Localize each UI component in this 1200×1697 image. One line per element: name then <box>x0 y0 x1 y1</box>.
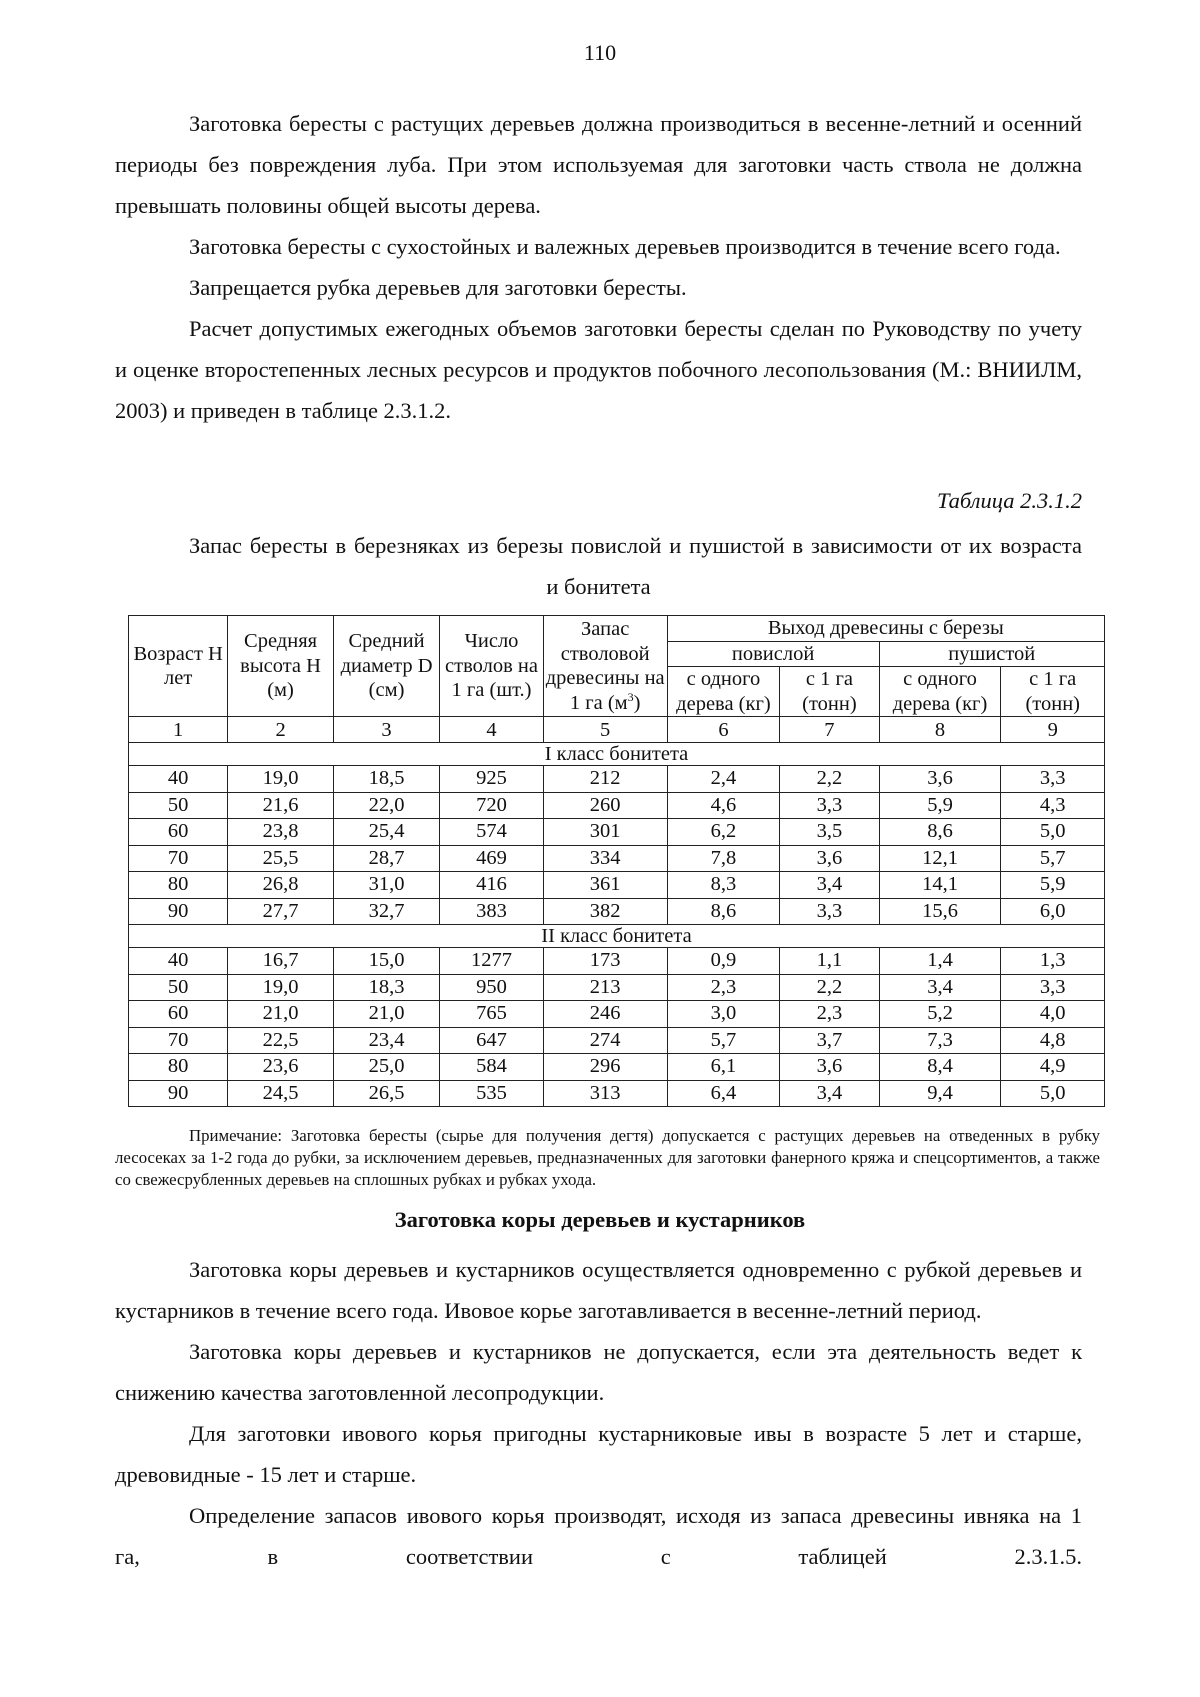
table-cell: 4,3 <box>1001 792 1105 819</box>
header-stock: Запас стволовой древесины на 1 га $(м^3)$ <box>543 616 667 717</box>
table-cell: 334 <box>543 845 667 872</box>
table-cell: 15,0 <box>333 948 440 975</box>
table-row <box>129 1054 1105 1081</box>
table-cell: 5,9 <box>879 792 1001 819</box>
table-cell: 383 <box>440 898 543 925</box>
table-row <box>129 1001 1105 1028</box>
table-cell: 5,0 <box>1001 1080 1105 1107</box>
paragraph: Заготовка коры деревьев и кустарников осуществляется одновременно с рубкой деревьев и кустарников в течение всего года. Ивовое корье заготавливается в весенне-летний период. <box>115 1257 1082 1323</box>
table-cell: 3,6 <box>879 766 1001 793</box>
bark-text <box>115 1249 1082 1536</box>
table-cell: 5,7 <box>667 1027 780 1054</box>
table-cell: 15,6 <box>879 898 1001 925</box>
table-cell: 50 <box>129 792 228 819</box>
table-cell: 3,3 <box>1001 974 1105 1001</box>
table-cell: 25,5 <box>228 845 333 872</box>
table-cell: 50 <box>129 974 228 1001</box>
table-cell: 80 <box>129 1054 228 1081</box>
table-cell: 40 <box>129 766 228 793</box>
table-cell: 16,7 <box>228 948 333 975</box>
table-cell: 7,8 <box>667 845 780 872</box>
table-cell: 26,8 <box>228 872 333 899</box>
table-cell: 23,6 <box>228 1054 333 1081</box>
table-cell: 25,4 <box>333 819 440 846</box>
table-cell: 3,4 <box>780 1080 879 1107</box>
table-cell: 382 <box>543 898 667 925</box>
column-number: 4 <box>440 717 543 743</box>
header-pushistaya: пушистой <box>879 641 1104 667</box>
table-cell: 8,6 <box>879 819 1001 846</box>
birch-bark-table <box>128 615 1105 1107</box>
table-cell: 90 <box>129 898 228 925</box>
table-cell: 23,4 <box>333 1027 440 1054</box>
table-cell: 469 <box>440 845 543 872</box>
word: в <box>267 1544 279 1569</box>
table-cell: 31,0 <box>333 872 440 899</box>
table-cell: 3,5 <box>780 819 879 846</box>
table-cell: 584 <box>440 1054 543 1081</box>
column-number: 9 <box>1001 717 1105 743</box>
table-cell: 25,0 <box>333 1054 440 1081</box>
word: га, <box>115 1544 140 1569</box>
table-cell: 574 <box>440 819 543 846</box>
site-class-label: II класс бонитета <box>129 925 1105 948</box>
table-cell: 2,3 <box>667 974 780 1001</box>
column-number: 3 <box>333 717 440 743</box>
table-cell: 3,6 <box>780 845 879 872</box>
table-row <box>129 819 1105 846</box>
table-cell: 246 <box>543 1001 667 1028</box>
paragraph: Заготовка коры деревьев и кустарников не допускается, если эта деятельность ведет к снижению качества заготовленной лесопродукции. <box>115 1339 1082 1405</box>
table-caption: Таблица 2.3.1.2 <box>936 488 1082 513</box>
table-cell: 27,7 <box>228 898 333 925</box>
column-number: 6 <box>667 717 780 743</box>
table-cell: 2,4 <box>667 766 780 793</box>
table-cell: 212 <box>543 766 667 793</box>
table-cell: 24,5 <box>228 1080 333 1107</box>
table-cell: 720 <box>440 792 543 819</box>
header-per-tree: с одного дерева (кг) <box>879 667 1001 717</box>
table-cell: 90 <box>129 1080 228 1107</box>
header-yield: Выход древесины с березы <box>667 616 1104 642</box>
table-cell: 6,1 <box>667 1054 780 1081</box>
table-cell: 1,3 <box>1001 948 1105 975</box>
table-cell: 3,3 <box>1001 766 1105 793</box>
table-cell: 3,0 <box>667 1001 780 1028</box>
table-cell: 4,0 <box>1001 1001 1105 1028</box>
table-cell: 1,4 <box>879 948 1001 975</box>
header-per-tree: с одного дерева (кг) <box>667 667 780 717</box>
table-cell: 21,6 <box>228 792 333 819</box>
table-cell: 80 <box>129 872 228 899</box>
table-cell: 173 <box>543 948 667 975</box>
table-cell: 765 <box>440 1001 543 1028</box>
table-cell: 60 <box>129 819 228 846</box>
table-cell: 26,5 <box>333 1080 440 1107</box>
table-cell: 3,3 <box>780 898 879 925</box>
site-class-label: I класс бонитета <box>129 743 1105 766</box>
table-cell: 18,5 <box>333 766 440 793</box>
table-cell: 23,8 <box>228 819 333 846</box>
table-cell: 6,0 <box>1001 898 1105 925</box>
table-cell: 274 <box>543 1027 667 1054</box>
table-cell: 3,3 <box>780 792 879 819</box>
table-cell: 9,4 <box>879 1080 1001 1107</box>
table-cell: 5,7 <box>1001 845 1105 872</box>
column-number: 1 <box>129 717 228 743</box>
table-cell: 925 <box>440 766 543 793</box>
table-cell: 416 <box>440 872 543 899</box>
paragraph: Для заготовки ивового корья пригодны кустарниковые ивы в возрасте 5 лет и старше, древовидные - 15 лет и старше. <box>115 1421 1082 1487</box>
header-height: Средняя высота Н (м) <box>228 616 333 717</box>
table-title <box>115 525 1082 607</box>
table-cell: 1277 <box>440 948 543 975</box>
table-cell: 70 <box>129 1027 228 1054</box>
table-cell: 14,1 <box>879 872 1001 899</box>
table-cell: 6,4 <box>667 1080 780 1107</box>
table-row <box>129 792 1105 819</box>
table-cell: 301 <box>543 819 667 846</box>
table-row <box>129 974 1105 1001</box>
table-cell: 5,0 <box>1001 819 1105 846</box>
table-cell: 2,2 <box>780 974 879 1001</box>
table-cell: 2,2 <box>780 766 879 793</box>
header-diameter: Средний диаметр D (см) <box>333 616 440 717</box>
last-line <box>115 1536 1082 1577</box>
word: с <box>660 1544 671 1569</box>
table-row <box>129 845 1105 872</box>
table-row <box>129 766 1105 793</box>
table-cell: 6,2 <box>667 819 780 846</box>
table-cell: 12,1 <box>879 845 1001 872</box>
table-cell: 647 <box>440 1027 543 1054</box>
paragraph: Заготовка бересты с сухостойных и валежных деревьев производится в течение всего года. <box>189 234 1061 259</box>
table-cell: 8,3 <box>667 872 780 899</box>
table-cell: 8,4 <box>879 1054 1001 1081</box>
table-cell: 22,0 <box>333 792 440 819</box>
header-per-ha: с 1 га (тонн) <box>780 667 879 717</box>
paragraph: Определение запасов ивового корья производят, исходя из запаса древесины ивняка на 1 <box>189 1503 1082 1528</box>
paragraph: Расчет допустимых ежегодных объемов заготовки бересты сделан по Руководству по учету и оценке второстепенных лесных ресурсов и продуктов побочного лесопользования (М.: ВНИИЛМ, 2003) и приведен в таблице 2.3.1.2. <box>115 316 1082 423</box>
table-cell: 3,6 <box>780 1054 879 1081</box>
table-cell: 60 <box>129 1001 228 1028</box>
table-cell: 260 <box>543 792 667 819</box>
table-cell: 5,9 <box>1001 872 1105 899</box>
table-cell: 32,7 <box>333 898 440 925</box>
table-cell: 19,0 <box>228 974 333 1001</box>
table-note: Примечание: Заготовка бересты (сырье для получения дегтя) допускается с растущих деревьев на отведенных в рубку лесосеках за 1-2 года до рубки, за исключением деревьев, предназначенных для заготовки фанерного кряжа и спецсортиментов, а также со свежесрубленных деревьев на сплошных рубках и рубках ухода. <box>115 1126 1100 1189</box>
table-row <box>129 898 1105 925</box>
table-cell: 296 <box>543 1054 667 1081</box>
table-cell: 4,6 <box>667 792 780 819</box>
table-row <box>129 872 1105 899</box>
table-cell: 8,6 <box>667 898 780 925</box>
table-cell: 3,4 <box>879 974 1001 1001</box>
table-cell: 19,0 <box>228 766 333 793</box>
table-title-line: и бонитета <box>546 574 651 599</box>
table-cell: 4,9 <box>1001 1054 1105 1081</box>
table-cell: 3,7 <box>780 1027 879 1054</box>
table-row <box>129 948 1105 975</box>
table-row <box>129 1080 1105 1107</box>
column-number: 2 <box>228 717 333 743</box>
table-cell: 28,7 <box>333 845 440 872</box>
header-trunks: Число стволов на 1 га (шт.) <box>440 616 543 717</box>
table-row <box>129 1027 1105 1054</box>
paragraph: Заготовка бересты с растущих деревьев должна производиться в весенне-летний и осенний периоды без повреждения луба. При этом используемая для заготовки часть ствола не должна превышать половины общей высоты дерева. <box>115 111 1082 218</box>
table-cell: 18,3 <box>333 974 440 1001</box>
table-cell: 40 <box>129 948 228 975</box>
header-povislaya: повислой <box>667 641 879 667</box>
table-title-line: Запас бересты в березняках из березы повислой и пушистой в зависимости от их возраста <box>189 533 1082 558</box>
table-cell: 21,0 <box>333 1001 440 1028</box>
table-cell: 313 <box>543 1080 667 1107</box>
table-cell: 1,1 <box>780 948 879 975</box>
word: 2.3.1.5. <box>1014 1544 1082 1569</box>
header-per-ha: с 1 га (тонн) <box>1001 667 1105 717</box>
column-number: 5 <box>543 717 667 743</box>
table-cell: 535 <box>440 1080 543 1107</box>
word: таблицей <box>798 1544 887 1569</box>
table-cell: 950 <box>440 974 543 1001</box>
table-cell: 361 <box>543 872 667 899</box>
table-cell: 3,4 <box>780 872 879 899</box>
paragraph: Запрещается рубка деревьев для заготовки бересты. <box>189 275 687 300</box>
table-cell: 4,8 <box>1001 1027 1105 1054</box>
table-cell: 2,3 <box>780 1001 879 1028</box>
table-cell: 0,9 <box>667 948 780 975</box>
table-cell: 21,0 <box>228 1001 333 1028</box>
table-cell: 213 <box>543 974 667 1001</box>
word: соответствии <box>405 1544 534 1569</box>
column-number: 8 <box>879 717 1001 743</box>
table-cell: 70 <box>129 845 228 872</box>
section-title: Заготовка коры деревьев и кустарников <box>394 1207 806 1232</box>
table-cell: 5,2 <box>879 1001 1001 1028</box>
table-cell: 7,3 <box>879 1027 1001 1054</box>
header-age: Возраст Н лет <box>129 616 228 717</box>
page-number: 110 <box>583 40 617 65</box>
column-number: 7 <box>780 717 879 743</box>
table-cell: 22,5 <box>228 1027 333 1054</box>
table-body <box>129 717 1105 1107</box>
intro-text <box>115 103 1082 431</box>
